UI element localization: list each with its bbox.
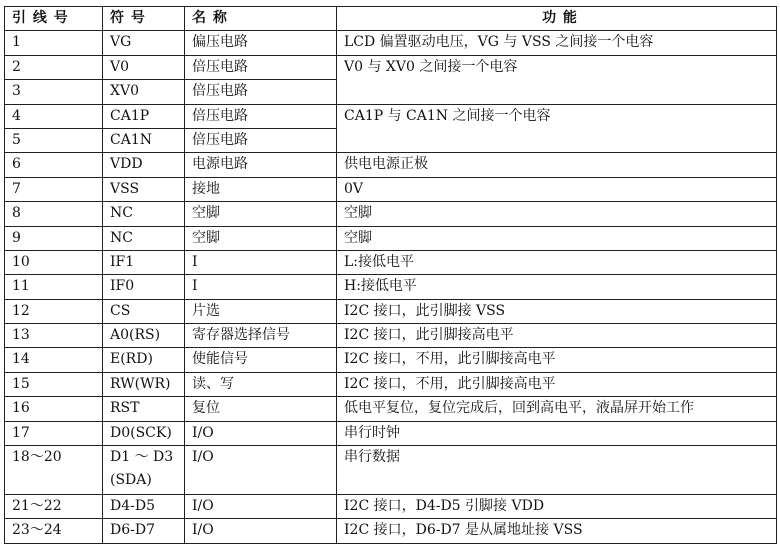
pin-symbol: D0(SCK) <box>103 421 185 445</box>
pin-symbol: VSS <box>103 177 185 201</box>
pin-name: 片选 <box>185 299 337 323</box>
pin-name: 寄存器选择信号 <box>185 324 337 348</box>
pin-name: 空脚 <box>185 226 337 250</box>
pin-number: 16 <box>5 397 103 421</box>
pin-number: 5 <box>5 128 103 152</box>
pin-function: I2C 接口，不用，此引脚接高电平 <box>337 372 777 396</box>
pin-number: 21～22 <box>5 495 103 519</box>
pin-name: 倍压电路 <box>185 128 337 152</box>
pin-name: 电源电路 <box>185 153 337 177</box>
header-name: 名 称 <box>185 7 337 31</box>
pin-number: 11 <box>5 275 103 299</box>
pin-number: 10 <box>5 250 103 274</box>
header-function: 功 能 <box>337 7 777 31</box>
pin-function: V0 与 XV0 之间接一个电容 <box>337 55 777 104</box>
table-row <box>5 275 777 299</box>
table-row <box>5 495 777 519</box>
pin-symbol: IF0 <box>103 275 185 299</box>
pin-symbol: XV0 <box>103 80 185 104</box>
pin-symbol: NC <box>103 202 185 226</box>
pin-symbol: A0(RS) <box>103 324 185 348</box>
pin-number: 2 <box>5 55 103 79</box>
pin-number: 15 <box>5 372 103 396</box>
pin-function: 供电电源正极 <box>337 153 777 177</box>
pin-name: 倍压电路 <box>185 80 337 104</box>
pin-function: I2C 接口，不用，此引脚接高电平 <box>337 348 777 372</box>
table-row <box>5 104 777 128</box>
pin-symbol: RST <box>103 397 185 421</box>
table-row <box>5 250 777 274</box>
table-row <box>5 226 777 250</box>
pin-number: 7 <box>5 177 103 201</box>
pin-name: 空脚 <box>185 202 337 226</box>
table-row <box>5 446 777 495</box>
pin-symbol: CA1P <box>103 104 185 128</box>
pin-number: 14 <box>5 348 103 372</box>
table-row <box>5 397 777 421</box>
pin-symbol: E(RD) <box>103 348 185 372</box>
pin-symbol <box>103 446 185 495</box>
table-row <box>5 153 777 177</box>
pin-number: 4 <box>5 104 103 128</box>
pin-number: 18～20 <box>5 446 103 495</box>
pin-number: 6 <box>5 153 103 177</box>
table-row <box>5 348 777 372</box>
table-row <box>5 31 777 55</box>
pin-symbol: IF1 <box>103 250 185 274</box>
table-row <box>5 299 777 323</box>
pin-name: I/O <box>185 495 337 519</box>
pin-number: 12 <box>5 299 103 323</box>
pin-name: 使能信号 <box>185 348 337 372</box>
pin-symbol: NC <box>103 226 185 250</box>
pin-number: 3 <box>5 80 103 104</box>
table-header-row <box>5 7 777 31</box>
table-row <box>5 324 777 348</box>
pin-name: I <box>185 275 337 299</box>
pin-function: H:接低电平 <box>337 275 777 299</box>
pin-number: 1 <box>5 31 103 55</box>
pin-definition-table <box>4 6 777 544</box>
pin-name: 复位 <box>185 397 337 421</box>
table-row <box>5 55 777 79</box>
pin-function: 串行时钟 <box>337 421 777 445</box>
table-row <box>5 372 777 396</box>
table-row <box>5 421 777 445</box>
pin-symbol: V0 <box>103 55 185 79</box>
pin-function: L:接低电平 <box>337 250 777 274</box>
pin-name: I/O <box>185 519 337 543</box>
pin-number: 13 <box>5 324 103 348</box>
pin-function: I2C 接口，此引脚接 VSS <box>337 299 777 323</box>
pin-name: 偏压电路 <box>185 31 337 55</box>
pin-symbol: D4-D5 <box>103 495 185 519</box>
pin-name: I <box>185 250 337 274</box>
pin-function: I2C 接口，D6-D7 是从属地址接 VSS <box>337 519 777 543</box>
pin-function: I2C 接口，D4-D5 引脚接 VDD <box>337 495 777 519</box>
pin-name: 倍压电路 <box>185 104 337 128</box>
pin-number: 23～24 <box>5 519 103 543</box>
pin-function: 空脚 <box>337 226 777 250</box>
pin-symbol-line2: (SDA) <box>110 472 152 489</box>
pin-symbol: VDD <box>103 153 185 177</box>
table-row <box>5 519 777 543</box>
pin-name: I/O <box>185 446 337 495</box>
pin-function: I2C 接口，此引脚接高电平 <box>337 324 777 348</box>
pin-number: 8 <box>5 202 103 226</box>
pin-symbol: RW(WR) <box>103 372 185 396</box>
header-pin-number: 引 线 号 <box>5 7 103 31</box>
pin-number: 17 <box>5 421 103 445</box>
pin-function: LCD 偏置驱动电压，VG 与 VSS 之间接一个电容 <box>337 31 777 55</box>
pin-function: 0V <box>337 177 777 201</box>
pin-number: 9 <box>5 226 103 250</box>
pin-symbol: VG <box>103 31 185 55</box>
pin-symbol: D6-D7 <box>103 519 185 543</box>
pin-name: 读、写 <box>185 372 337 396</box>
pin-name: 倍压电路 <box>185 55 337 79</box>
table-row <box>5 177 777 201</box>
pin-function: CA1P 与 CA1N 之间接一个电容 <box>337 104 777 153</box>
table-row <box>5 202 777 226</box>
pin-function: 低电平复位，复位完成后，回到高电平，液晶屏开始工作 <box>337 397 777 421</box>
pin-name: I/O <box>185 421 337 445</box>
pin-function: 空脚 <box>337 202 777 226</box>
pin-name: 接地 <box>185 177 337 201</box>
pin-function: 串行数据 <box>337 446 777 495</box>
pin-symbol: CA1N <box>103 128 185 152</box>
header-symbol: 符 号 <box>103 7 185 31</box>
pin-symbol: CS <box>103 299 185 323</box>
pin-symbol-line1: D1 ～ D3 <box>110 449 174 466</box>
